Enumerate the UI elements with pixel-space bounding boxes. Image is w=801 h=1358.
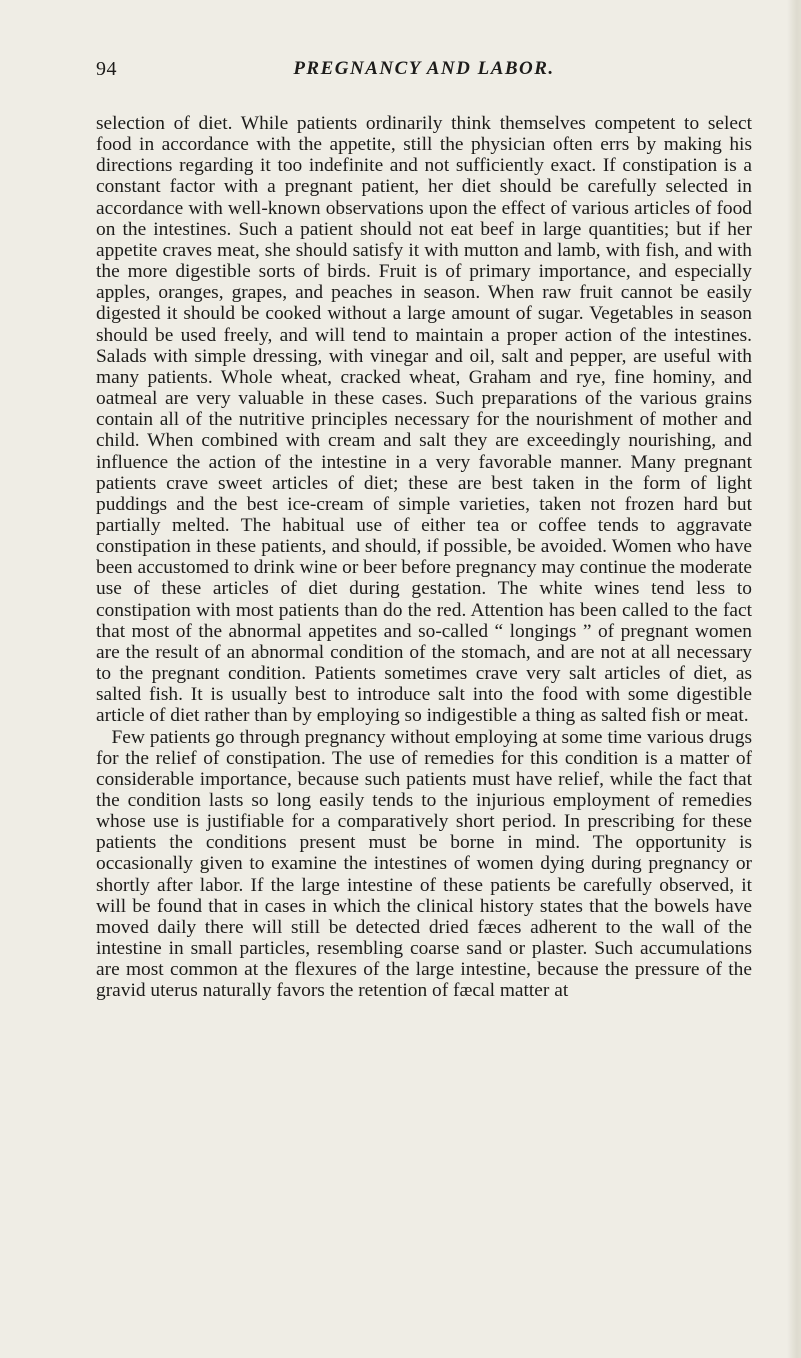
page-number: 94 [96, 58, 117, 80]
paragraph-constipation-remedies: Few patients go through pregnancy without employing at some time various drugs for the relief of constipation. The use of remedies for this condition is a matter of considerable importance, because such patients must have relief, while the fact that the condition lasts so long easily tends to the injurious employment of remedies whose use is justifiable for a comparatively short period. In prescribing for these patients the conditions present must be borne in mind. The opportunity is occasionally given to examine the intestines of women dying during pregnancy or shortly after labor. If the large intestine of these patients be carefully observed, it will be found that in cases in which the clinical history states that the bowels have moved daily there will still be detected dried fæces adherent to the wall of the intestine in small particles, resembling coarse sand or plaster. Such accumulations are most common at the flexures of the large intestine, because the pressure of the gravid uterus naturally favors the retention of fæcal matter at [96, 726, 752, 1002]
page-header [96, 58, 752, 88]
paragraph-continued: selection of diet. While patients ordinarily think themselves competent to select food in accordance with the appetite, still the physician often errs by making his directions regarding it too indefinite and not sufficiently exact. If constipation is a constant factor with a pregnant patient, her diet should be carefully selected in accordance with well-known observations upon the effect of various articles of food on the intestines. Such a patient should not eat beef in large quantities; but if her appetite craves meat, she should satisfy it with mutton and lamb, with fish, and with the more digestible sorts of birds. Fruit is of primary importance, and especially apples, oranges, grapes, and peaches in season. When raw fruit cannot be easily digested it should be cooked without a large amount of sugar. Vegetables in season should be used freely, and will tend to maintain a proper action of the intestines. Salads with simple dressing, with vinegar and oil, salt and pepper, are useful with many patients. Whole wheat, cracked wheat, Graham and rye, fine hominy, and oatmeal are very valuable in these cases. Such preparations of the various grains contain all of the nutritive principles necessary for the nourishment of mother and child. When combined with cream and salt they are exceedingly nourishing, and influence the action of the intestine in a very favorable manner. Many pregnant patients crave sweet articles of diet; these are best taken in the form of light puddings and the best ice-cream of simple varieties, taken not frozen hard but partially melted. The habitual use of either tea or coffee tends to aggravate constipation in these patients, and should, if possible, be avoided. Women who have been accustomed to drink wine or beer before pregnancy may continue the moderate use of these articles of diet during gestation. The white wines tend less to constipation with most patients than do the red. Attention has been called to the fact that most of the abnormal appetites and so-called “ longings ” of pregnant women are the result of an abnormal condition of the stomach, and are not at all necessary to the pregnant condition. Patients sometimes crave very salt articles of diet, as salted fish. It is usually best to introduce salt into the food with some digestible article of diet rather than by employing so indigestible a thing as salted fish or meat. [96, 113, 752, 727]
page-edge-shadow [787, 0, 801, 1358]
running-head: PREGNANCY AND LABOR. [293, 58, 555, 79]
body-text [96, 113, 752, 1002]
